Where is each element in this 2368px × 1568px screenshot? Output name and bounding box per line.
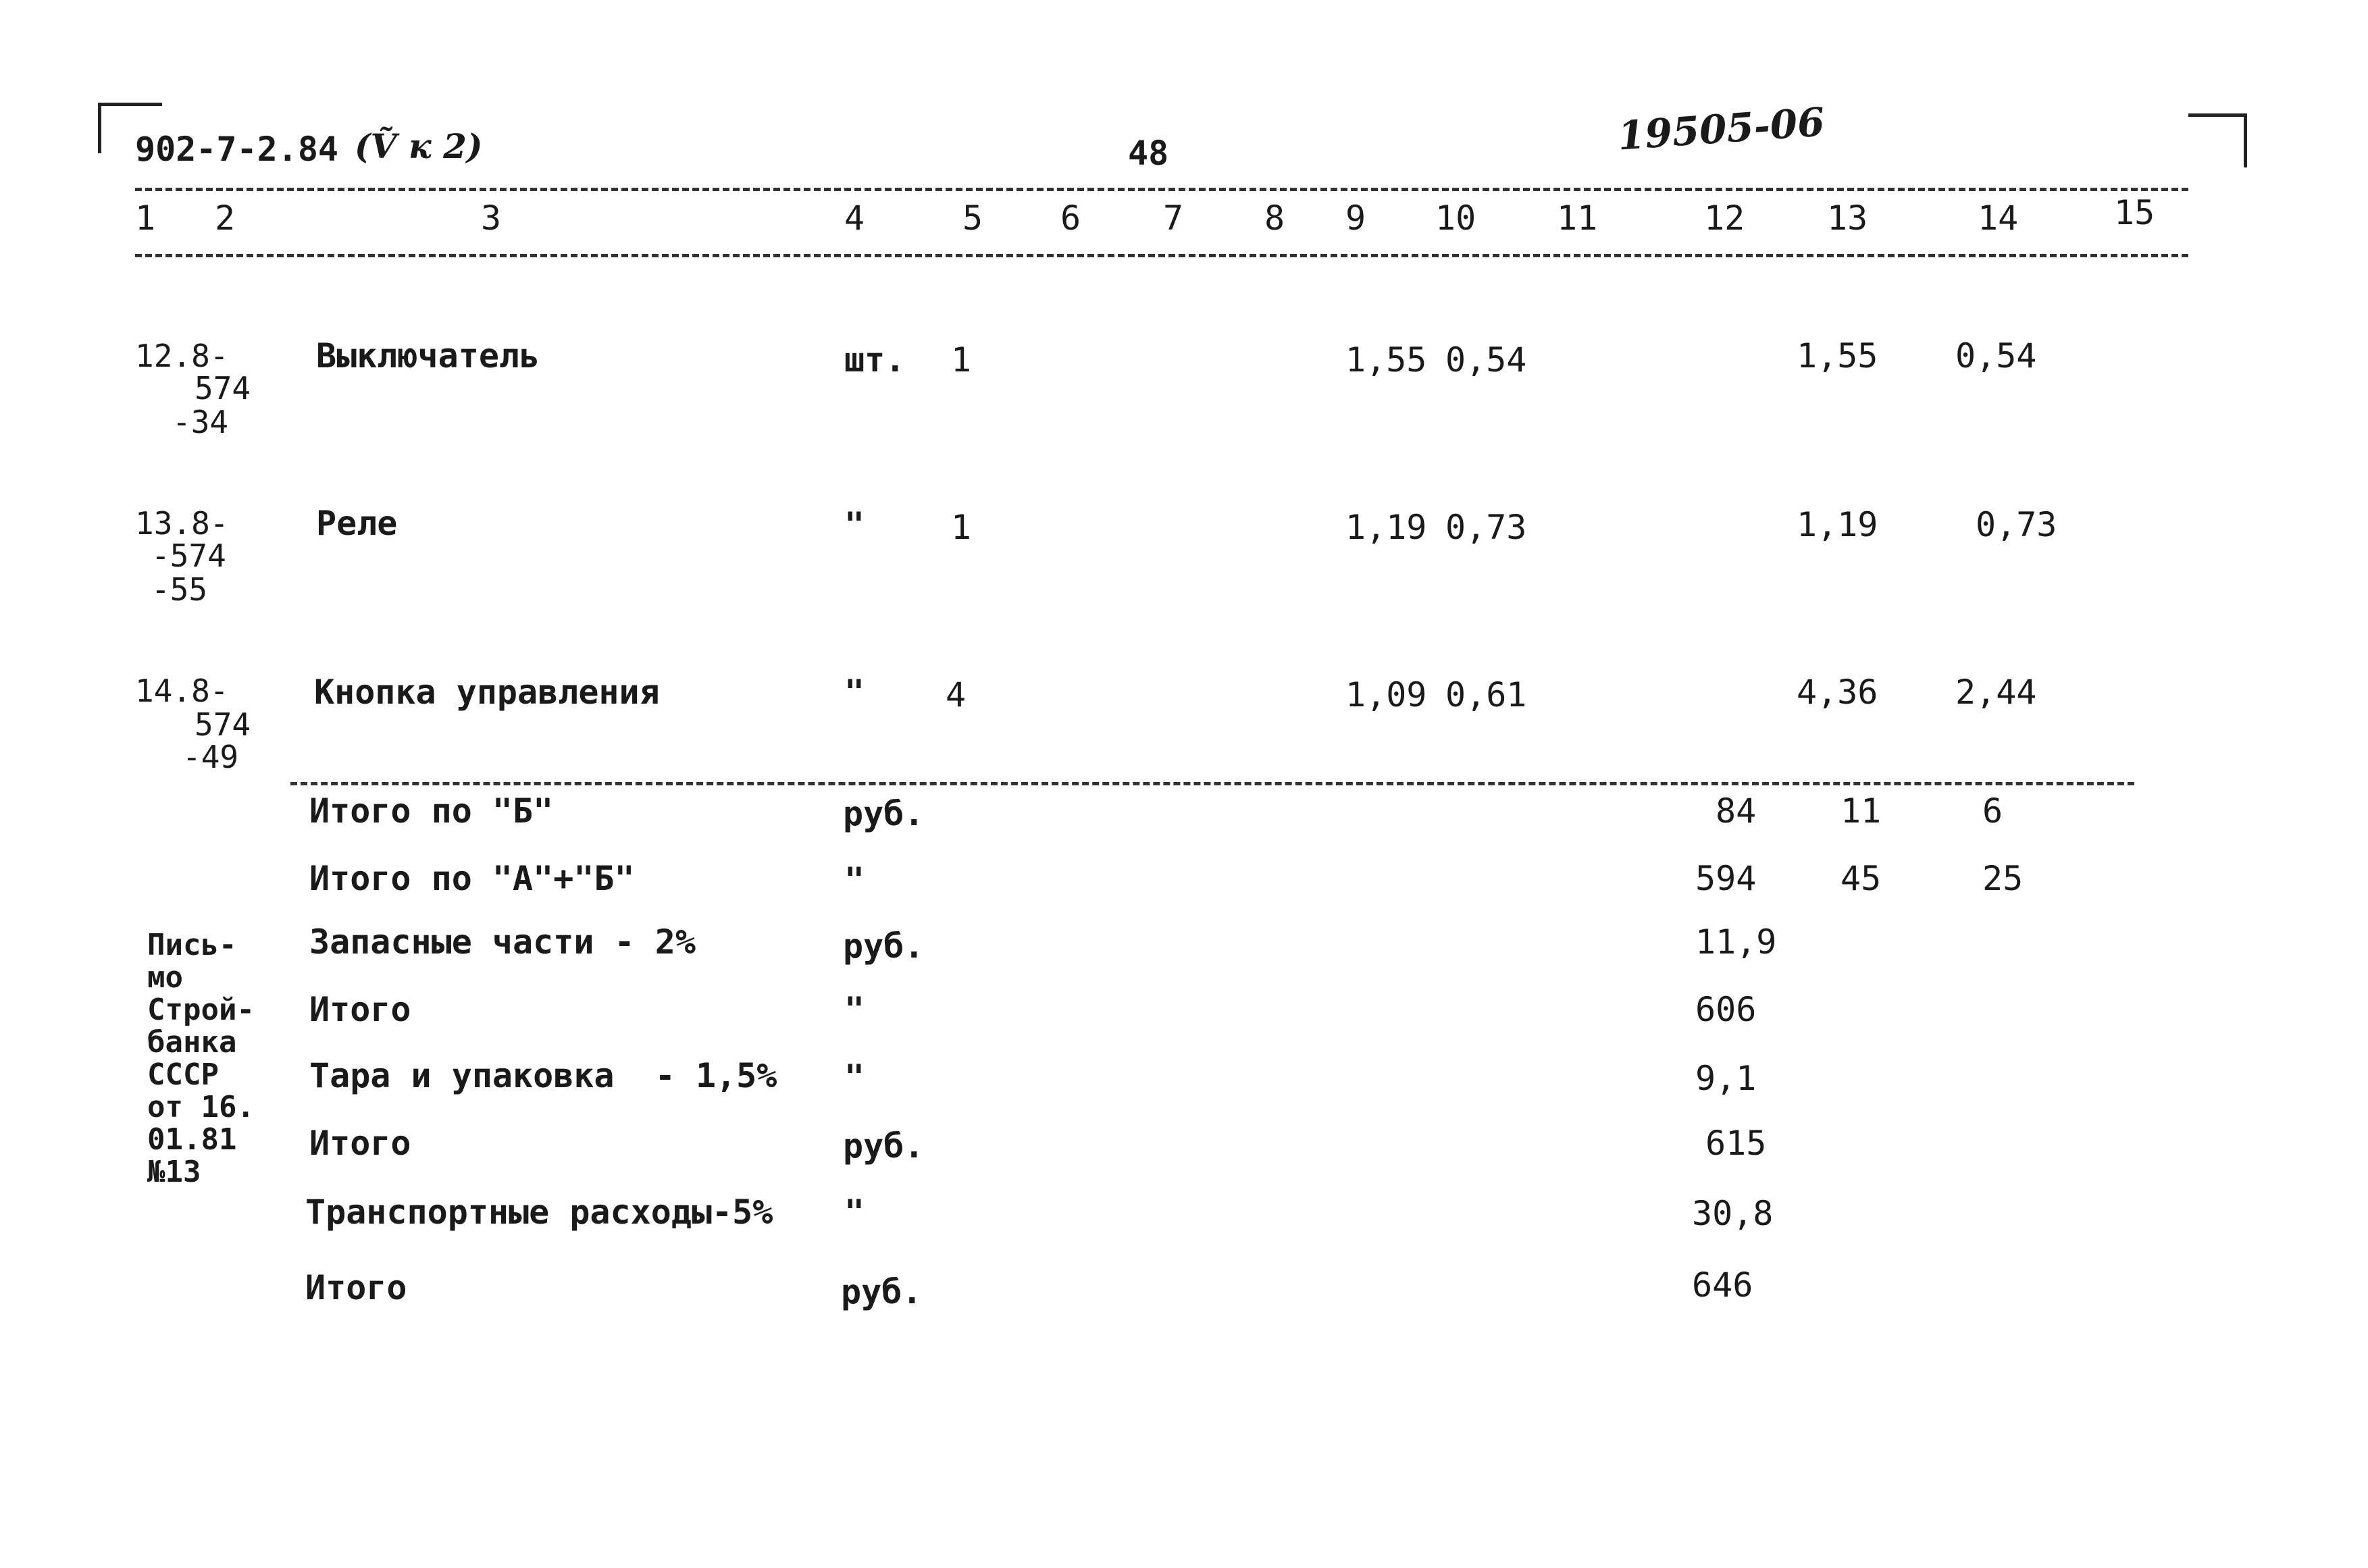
column-number: 7 (1163, 199, 1184, 238)
item-unit: " (844, 673, 865, 712)
side-note-line: СССР (147, 1057, 219, 1092)
item-sum-wage: 2,44 (1955, 673, 2037, 712)
totals-label: Транспортные расходы-5% (305, 1193, 773, 1232)
item-sum-total: 1,19 (1797, 505, 1878, 544)
totals-label: Итого по "Б" (309, 791, 554, 831)
totals-col14: 6 (1982, 791, 2003, 831)
totals-label: Итого (309, 1124, 411, 1163)
side-note-line: от 16. (147, 1090, 255, 1124)
column-number: 11 (1557, 199, 1598, 238)
item-code: 12.8- (135, 338, 229, 374)
totals-unit: " (844, 860, 865, 899)
column-number: 4 (844, 199, 865, 238)
totals-col12: 11,9 (1695, 922, 1777, 962)
item-unit-price-total: 1,09 (1345, 675, 1427, 714)
item-quantity: 1 (951, 340, 972, 380)
totals-col12: 9,1 (1695, 1059, 1757, 1098)
item-unit: " (844, 505, 865, 544)
side-note-line: 01.81 (147, 1122, 237, 1157)
totals-top-rule (290, 782, 2134, 785)
item-code: -49 (182, 739, 239, 775)
item-unit-price-wage: 0,73 (1445, 508, 1527, 547)
column-number: 14 (1978, 199, 2019, 238)
totals-col12: 30,8 (1692, 1194, 1774, 1233)
totals-unit: " (844, 990, 865, 1029)
totals-col13: 11 (1841, 791, 1882, 831)
totals-col12: 84 (1716, 791, 1757, 831)
item-name: Реле (316, 504, 398, 543)
item-name: Выключатель (316, 336, 540, 375)
item-code: -574 (151, 538, 226, 574)
totals-unit: руб. (843, 1126, 925, 1166)
document-code: 902-7-2.84 (135, 130, 339, 169)
document-note: (Ṽ к 2) (355, 126, 483, 166)
totals-label: Итого (309, 990, 411, 1029)
item-sum-total: 4,36 (1797, 673, 1878, 712)
column-number: 8 (1264, 199, 1285, 238)
item-code: -34 (172, 404, 229, 440)
item-quantity: 1 (951, 508, 972, 547)
side-note-line: мо (147, 960, 183, 995)
column-number: 3 (481, 199, 502, 238)
header-top-rule (135, 188, 2188, 191)
side-note-line: №13 (147, 1155, 201, 1189)
handwritten-number: 19505-06 (1616, 99, 1826, 159)
column-number: 13 (1827, 199, 1868, 238)
column-number: 10 (1435, 199, 1476, 238)
column-number: 12 (1704, 199, 1745, 238)
item-sum-wage: 0,54 (1955, 336, 2037, 375)
totals-label: Итого (305, 1268, 407, 1307)
item-unit-price-wage: 0,61 (1445, 675, 1527, 714)
totals-label: Тара и упаковка - 1,5% (309, 1056, 777, 1095)
corner-mark-top-right (2188, 113, 2247, 167)
side-note-line: Пись- (147, 928, 237, 962)
page-number: 48 (1128, 134, 1169, 173)
column-number: 1 (135, 199, 156, 238)
item-quantity: 4 (946, 675, 967, 714)
side-note-line: банка (147, 1025, 237, 1060)
totals-col12: 594 (1695, 859, 1757, 898)
column-number: 15 (2114, 193, 2155, 232)
totals-col12: 606 (1695, 990, 1757, 1029)
column-number: 9 (1345, 199, 1366, 238)
item-code: 13.8- (135, 505, 229, 542)
column-number: 2 (215, 199, 236, 238)
totals-label: Итого по "А"+"Б" (309, 859, 635, 898)
item-unit-price-total: 1,19 (1345, 508, 1427, 547)
item-sum-wage: 0,73 (1976, 505, 2057, 544)
totals-col12: 615 (1705, 1124, 1767, 1163)
totals-col12: 646 (1692, 1265, 1753, 1305)
item-unit: шт. (844, 340, 906, 380)
item-sum-total: 1,55 (1797, 336, 1878, 375)
item-name: Кнопка управления (314, 673, 660, 712)
header-bottom-rule (135, 254, 2188, 257)
item-unit-price-total: 1,55 (1345, 340, 1427, 380)
item-code: 574 (195, 370, 251, 407)
totals-col14: 25 (1982, 859, 2024, 898)
totals-unit: руб. (841, 1272, 923, 1311)
totals-col13: 45 (1841, 859, 1882, 898)
item-code: 14.8- (135, 673, 229, 709)
column-number: 6 (1060, 199, 1081, 238)
totals-unit: руб. (843, 926, 925, 966)
totals-unit: руб. (843, 794, 925, 833)
totals-unit: " (844, 1193, 865, 1232)
totals-label: Запасные части - 2% (309, 922, 696, 962)
item-code: 574 (195, 706, 251, 743)
column-number: 5 (962, 199, 983, 238)
item-code: -55 (151, 571, 208, 608)
side-note-line: Строй- (147, 993, 255, 1027)
totals-unit: " (844, 1057, 865, 1097)
item-unit-price-wage: 0,54 (1445, 340, 1527, 380)
